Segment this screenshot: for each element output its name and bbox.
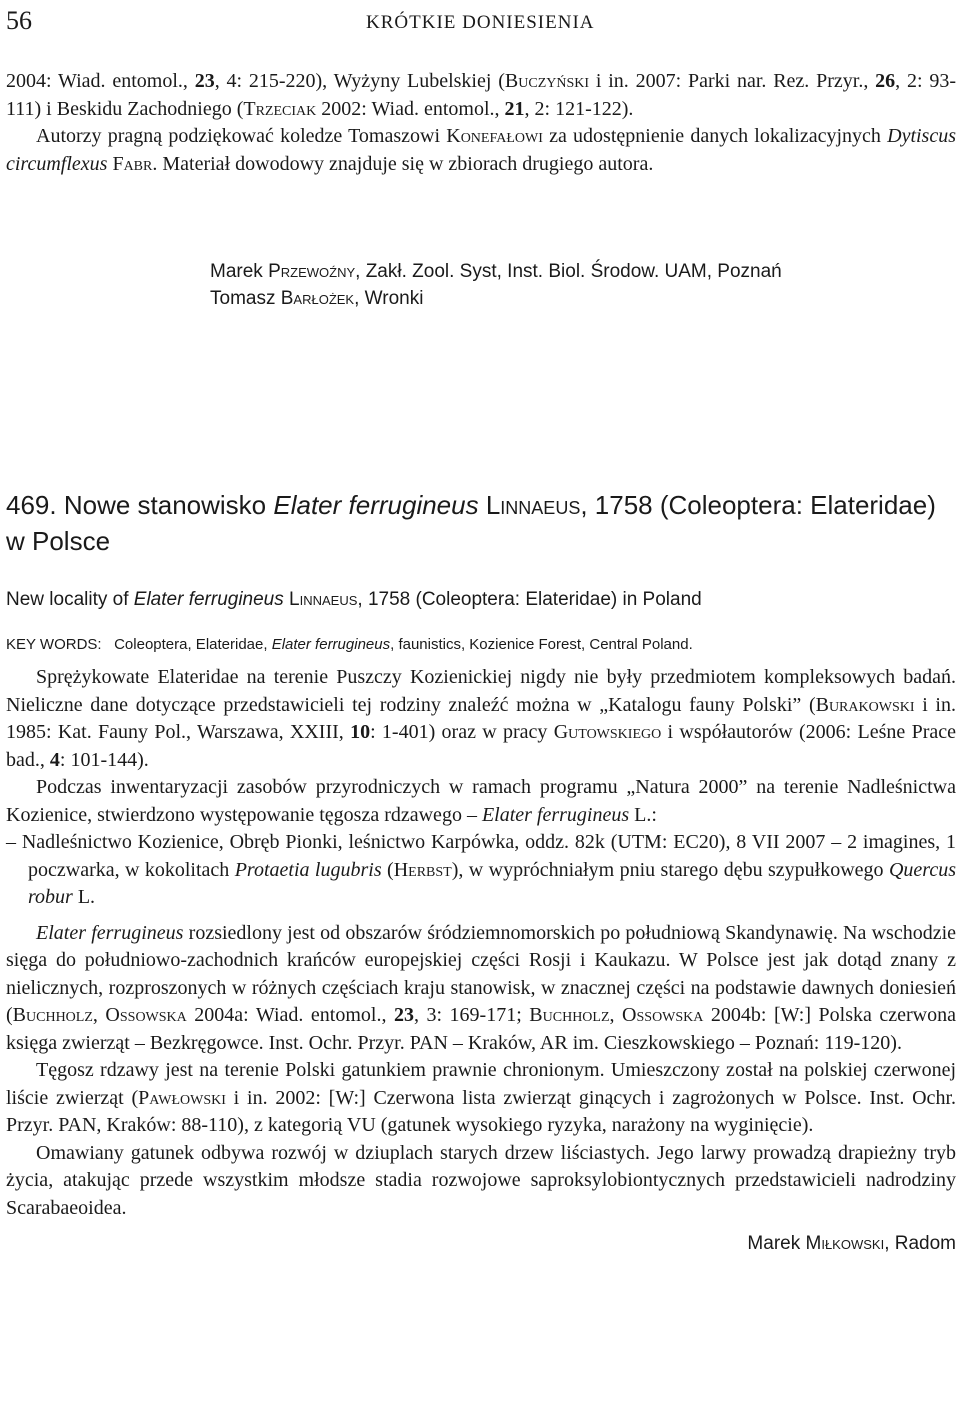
specimen-record: – Nadleśnictwo Kozienice, Obręb Pionki, leśnictwo Karpówka, oddz. 82k (UTM: EC20), 8 VII 2007 – 2 imagines, 1 poczwarka, w kokolitach Protaetia lugubris (Herbst), w wypróchniałym pniu starego dębu szypułkowego Quercus robur L. (6, 831, 956, 908)
page-number: 56 (6, 6, 32, 35)
article-paragraph-4: Tęgosz rdzawy jest na terenie Polski gatunkiem prawnie chronionym. Umieszczony został na polskiej czerwonej liście zwierząt (Pawłowski i in. 2002: [W:] Czerwona lista zwierząt ginących i zagrożonych w Polsce. Inst. Ochr. Przyr. PAN, Kraków: 88-110), z kategorią VU (gatunek wysokiego ryzyka, narażony na wyginięcie). (6, 1059, 956, 1136)
article-subtitle: New locality of Elater ferrugineus Linnaeus, 1758 (Coleoptera: Elateridae) in Poland (6, 589, 702, 610)
running-title: KRÓTKIE DONIESIENIA (366, 12, 595, 33)
article-469 (6, 487, 956, 1257)
author-przewozny: Marek Przewoźny, Zakł. Zool. Syst, Inst. Biol. Środow. UAM, Poznań (210, 261, 782, 282)
page-header (6, 6, 956, 36)
previous-authors (210, 258, 956, 312)
article-title: 469. Nowe stanowisko Elater ferrugineus Linnaeus, 1758 (Coleoptera: Elateridae) w Polsce (6, 490, 936, 556)
previous-note (6, 68, 956, 178)
keywords: KEY WORDS: Coleoptera, Elateridae, Elater ferrugineus, faunistics, Kozienice Forest, Central Poland. (6, 636, 693, 653)
author-barlozek: Tomasz Barłożek, Wronki (210, 288, 424, 309)
article-paragraph-1: Sprężykowate Elateridae na terenie Puszczy Kozienickiej nigdy nie były przedmiotem kompleksowych badań. Nieliczne dane dotyczące przedstawicieli tej rodziny znaleźć można w „Katalogu fauny Polski” (Burakowski i in. 1985: Kat. Fauny Pol., Warszawa, XXIII, 10: 1-401) oraz w pracy Gutowskiego i współautorów (2006: Leśne Prace bad., 4: 101-144). (6, 666, 956, 771)
article-paragraph-5: Omawiany gatunek odbywa rozwój w dziuplach starych drzew liściastych. Jego larwy prowadzą drapieżny tryb życia, atakując przede wszystkim młodsze stadia rozwojowe saproksylobiontycznych przedstawicieli nadrodziny Scarabaeoidea. (6, 1141, 956, 1219)
article-paragraph-3: Elater ferrugineus rozsiedlony jest od obszarów śródziemnomorskich po południową Skandynawię. Na wschodzie sięga do południowo-zachodnich krańców europejskiej części Rosji i Kaukazu. W Polsce jest jak dotąd znany z nielicznych, rozproszonych w różnych częściach kraju stanowisk, w znacznej części na podstawie dawnych doniesień (Buchholz, Ossowska 2004a: Wiad. entomol., 23, 3: 169-171; Buchholz, Ossowska 2004b: [W:] Polska czerwona księga zwierząt – Bezkręgowce. Inst. Ochr. Przyr. PAN – Kraków, AR im. Cieszkowskiego – Poznań: 119-120). (6, 921, 957, 1054)
article-author: Marek Miłkowski, Radom (747, 1233, 956, 1254)
keywords-label: KEY WORDS: (6, 636, 102, 653)
prev-paragraph-2: Autorzy pragną podziękować koledze Tomaszowi Konefałowi za udostępnienie danych lokalizacyjnych Dytiscus circumflexus Fabr. Materiał dowodowy znajduje się w zbiorach drugiego autora. (6, 125, 957, 175)
journal-page (6, 0, 956, 1401)
article-paragraph-2: Podczas inwentaryzacji zasobów przyrodniczych w ramach programu „Natura 2000” na terenie Nadleśnictwa Kozienice, stwierdzono występowanie tęgosza rdzawego – Elater ferrugineus L.: (6, 776, 956, 826)
prev-paragraph-1: 2004: Wiad. entomol., 23, 4: 215-220), Wyżyny Lubelskiej (Buczyński i in. 2007: Parki nar. Rez. Przyr., 26, 2: 93-111) i Beskidu Zachodniego (Trzeciak 2002: Wiad. entomol., 21, 2: 121-122). (6, 70, 956, 120)
